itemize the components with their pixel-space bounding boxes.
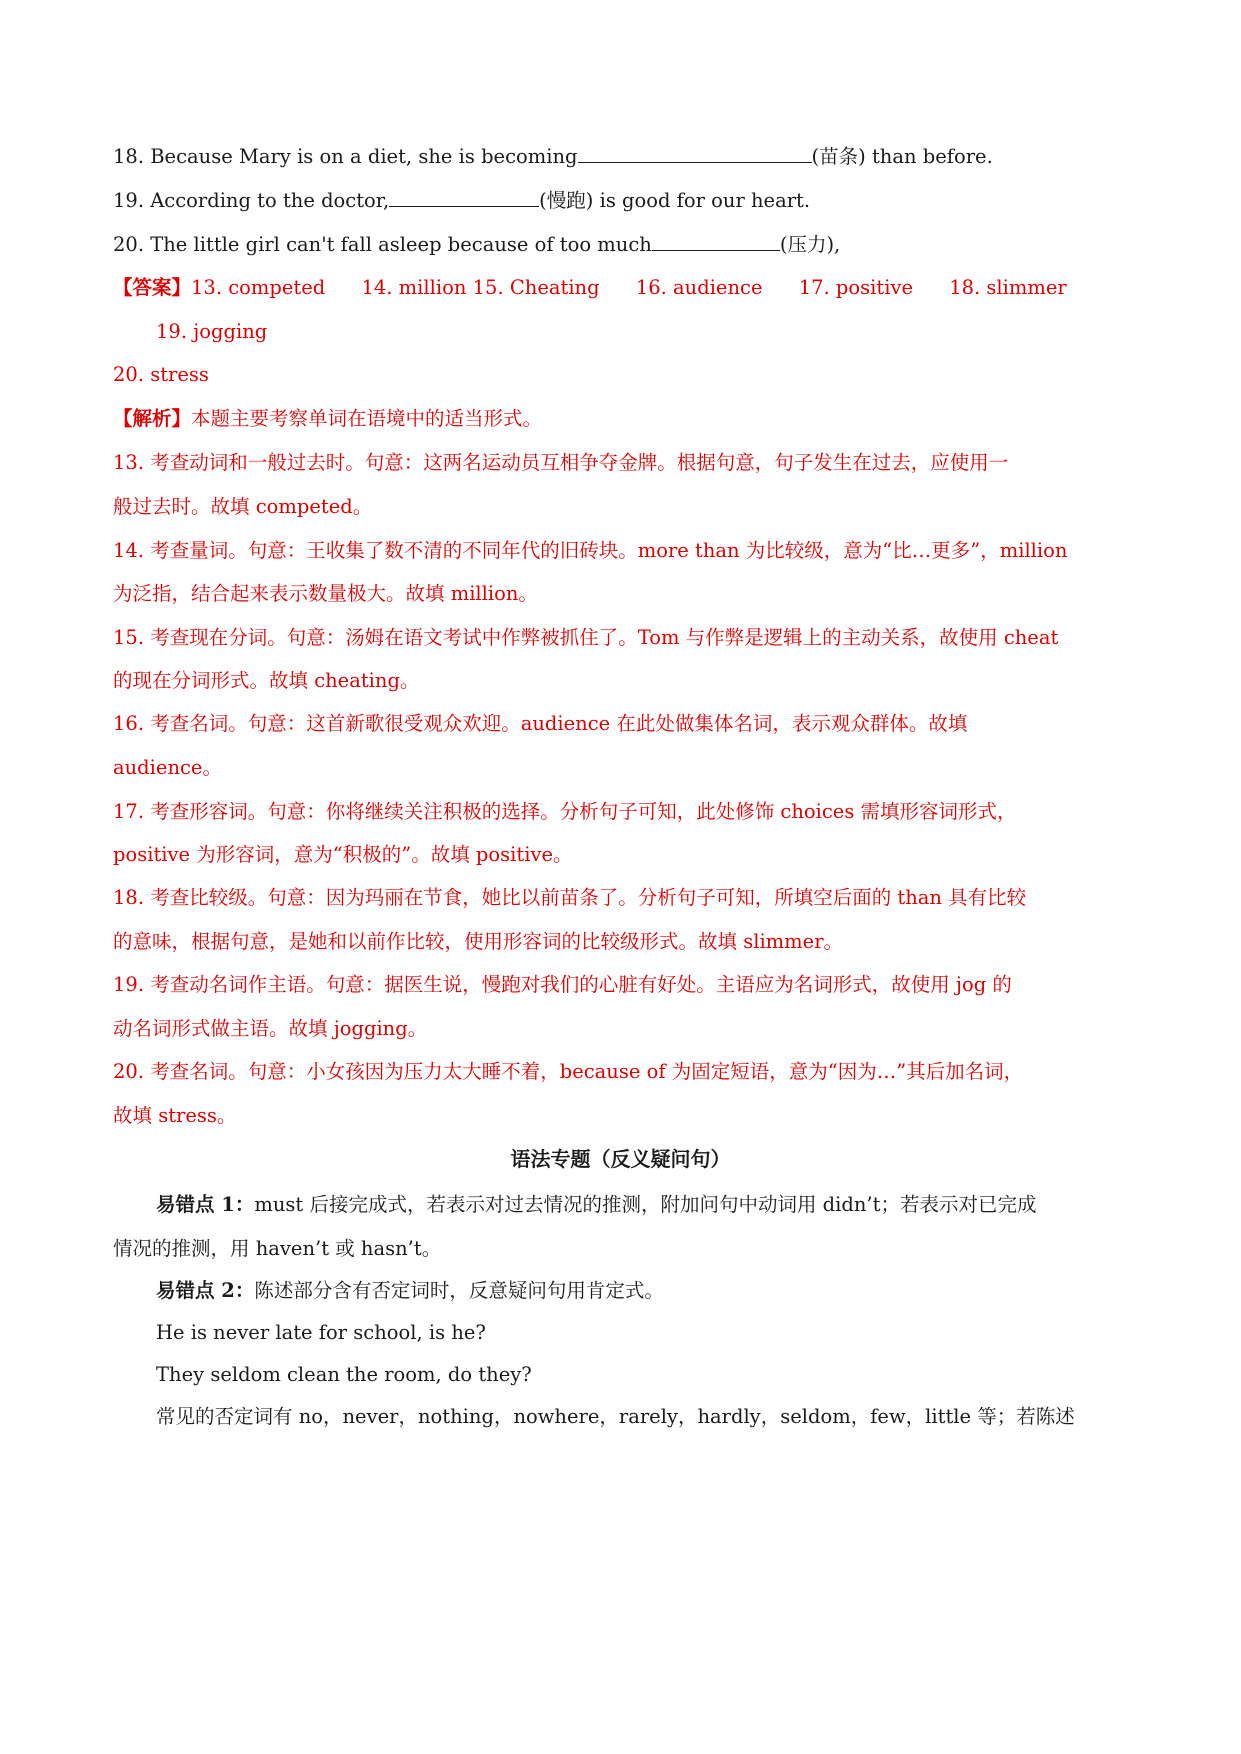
answer-item: 19. jogging [156,320,268,343]
analysis-label: 【解析】 [113,407,192,430]
question-text: The little girl can't fall asleep because of too much [150,233,652,256]
error-point-1-cont: 情况的推测，用 haven’t 或 hasn’t。 [113,1237,442,1260]
answer-item-19 [156,318,1131,346]
note-text: 常见的否定词有 no，never，nothing，nowhere，rarely，hardly，seldom，few，little 等；若陈述 [156,1405,1075,1428]
answer-blank [389,186,539,207]
answer-label: 【答案】 [113,276,192,299]
answer-item: 18. slimmer [949,276,1067,299]
question-hint: (慢跑) [539,189,594,212]
analysis-line: 的现在分词形式。故填 cheating。 [113,669,420,692]
answer-item: 20. stress [113,363,209,386]
analysis-line: 14. 考查量词。句意：王收集了数不清的不同年代的旧砖块。more than 为比较级，意为“比…更多”，million [113,539,1068,562]
analysis-line: audience。 [113,756,222,779]
analysis-line: 13. 考查动词和一般过去时。句意：这两名运动员互相争夺金牌。根据句意，句子发生在过去，应使用一 [113,451,1009,474]
question-18 [113,142,1131,171]
question-hint: (苗条) [811,145,866,168]
analysis-line: 19. 考查动名词作主语。句意：据医生说，慢跑对我们的心脏有好处。主语应为名词形式，故使用 jog 的 [113,973,1012,996]
question-text: According to the doctor, [150,189,390,212]
error-point-1 [156,1191,1131,1219]
analysis-line: 15. 考查现在分词。句意：汤姆在语文考试中作弊被抓住了。Tom 与作弊是逻辑上的主动关系，故使用 cheat [113,626,1059,649]
answer-blank [578,142,812,163]
example-sentence: He is never late for school, is he? [156,1321,486,1344]
analysis-line: 故填 stress。 [113,1104,237,1127]
error-point-label: 易错点 1： [156,1193,255,1216]
question-hint: (压力), [779,233,841,256]
section-title: 语法专题（反义疑问句） [510,1147,731,1171]
error-point-text: 陈述部分含有否定词时，反意疑问句用肯定式。 [254,1279,664,1302]
question-20 [113,230,1131,259]
answer-item: 17. positive [798,276,914,299]
error-point-label: 易错点 2： [156,1279,255,1302]
answer-item: 16. audience [635,276,763,299]
analysis-line: 17. 考查形容词。句意：你将继续关注积极的选择。分析句子可知，此处修饰 choices 需填形容词形式， [113,800,1017,823]
analysis-line: 18. 考查比较级。句意：因为玛丽在节食，她比以前苗条了。分析句子可知，所填空后面的 than 具有比较 [113,886,1027,909]
analysis-line: 的意味，根据句意，是她和以前作比较，使用形容词的比较级形式。故填 slimmer。 [113,930,844,953]
error-point-text: must 后接完成式，若表示对过去情况的推测，附加问句中动词用 didn’t；若表示对已完成 [254,1193,1037,1216]
answer-section [113,274,1131,302]
question-number: 19. [113,189,145,212]
analysis-line: 20. 考查名词。句意：小女孩因为压力太大睡不着，because of 为固定短语，意为“因为…”其后加名词， [113,1060,1024,1083]
analysis-line: positive 为形容词，意为“积极的”。故填 positive。 [113,843,573,866]
question-number: 20. [113,233,145,256]
analysis-line: 为泛指，结合起来表示数量极大。故填 million。 [113,582,538,605]
question-text-after: than before. [871,145,993,168]
question-number: 18. [113,145,145,168]
question-text: Because Mary is on a diet, she is becoming [150,145,578,168]
answer-item-20 [113,361,1131,389]
analysis-intro [113,405,1131,433]
analysis-line: 般过去时。故填 competed。 [113,495,373,518]
answer-item: 15. Cheating [472,276,600,299]
question-19 [113,186,1131,215]
answer-item: 13. competed [191,276,326,299]
answer-blank [652,230,780,251]
question-text-after: is good for our heart. [599,189,811,212]
example-sentence: They seldom clean the room, do they? [156,1363,532,1386]
analysis-line: 16. 考查名词。句意：这首新歌很受观众欢迎。audience 在此处做集体名词，表示观众群体。故填 [113,712,968,735]
error-point-2 [156,1277,1131,1305]
analysis-line: 动名词形式做主语。故填 jogging。 [113,1017,428,1040]
answer-item: 14. million [361,276,467,299]
analysis-intro-text: 本题主要考察单词在语境中的适当形式。 [191,407,543,430]
